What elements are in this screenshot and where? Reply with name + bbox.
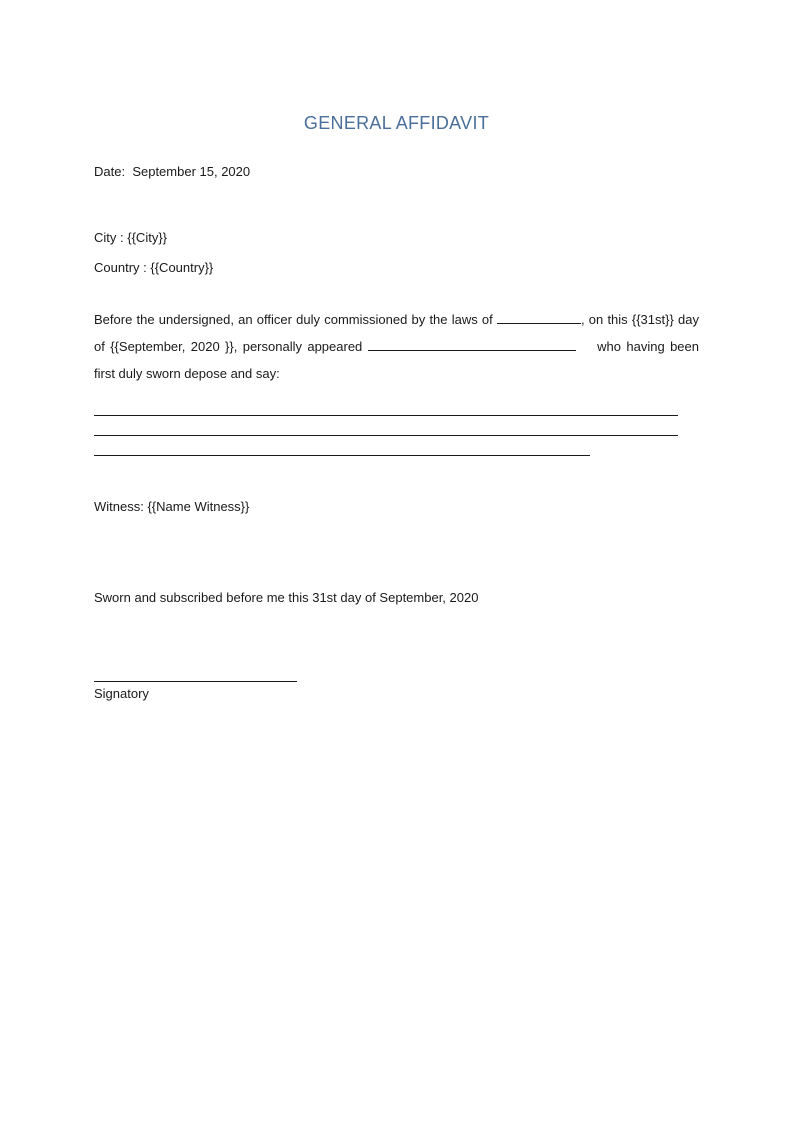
witness-label: Witness:: [94, 499, 144, 514]
city-line: [94, 230, 167, 245]
city-label: City :: [94, 230, 124, 245]
country-label: Country :: [94, 260, 147, 275]
date-label: Date:: [94, 164, 126, 179]
statement-blank-line-2: [94, 435, 678, 436]
country-value: {{Country}}: [150, 260, 214, 275]
statement-part-1: Before the undersigned, an officer duly commissioned by the laws of: [94, 312, 493, 327]
page-title: GENERAL AFFIDAVIT: [303, 113, 490, 133]
sworn-statement: Sworn and subscribed before me this 31st day of September, 2020: [94, 590, 479, 605]
statement-blank-line-1: [94, 415, 678, 416]
affidavit-statement: [94, 306, 699, 387]
date-value: September 15, 2020: [132, 164, 251, 179]
laws-blank: [497, 309, 581, 324]
witness-line: [94, 499, 249, 514]
date-line: [94, 164, 250, 179]
witness-value: {{Name Witness}}: [147, 499, 250, 514]
statement-blank-line-3: [94, 455, 590, 456]
statement-part-3: who having been first duly sworn depose and say:: [94, 339, 699, 381]
appeared-blank: [368, 336, 576, 351]
city-value: {{City}}: [127, 230, 168, 245]
country-line: [94, 260, 213, 275]
statement-part-2: , on this {{31st}} day of {{September, 2020 }}, personally appeared: [94, 312, 699, 354]
signature-line: [94, 681, 297, 682]
signatory-label: Signatory: [94, 686, 149, 701]
